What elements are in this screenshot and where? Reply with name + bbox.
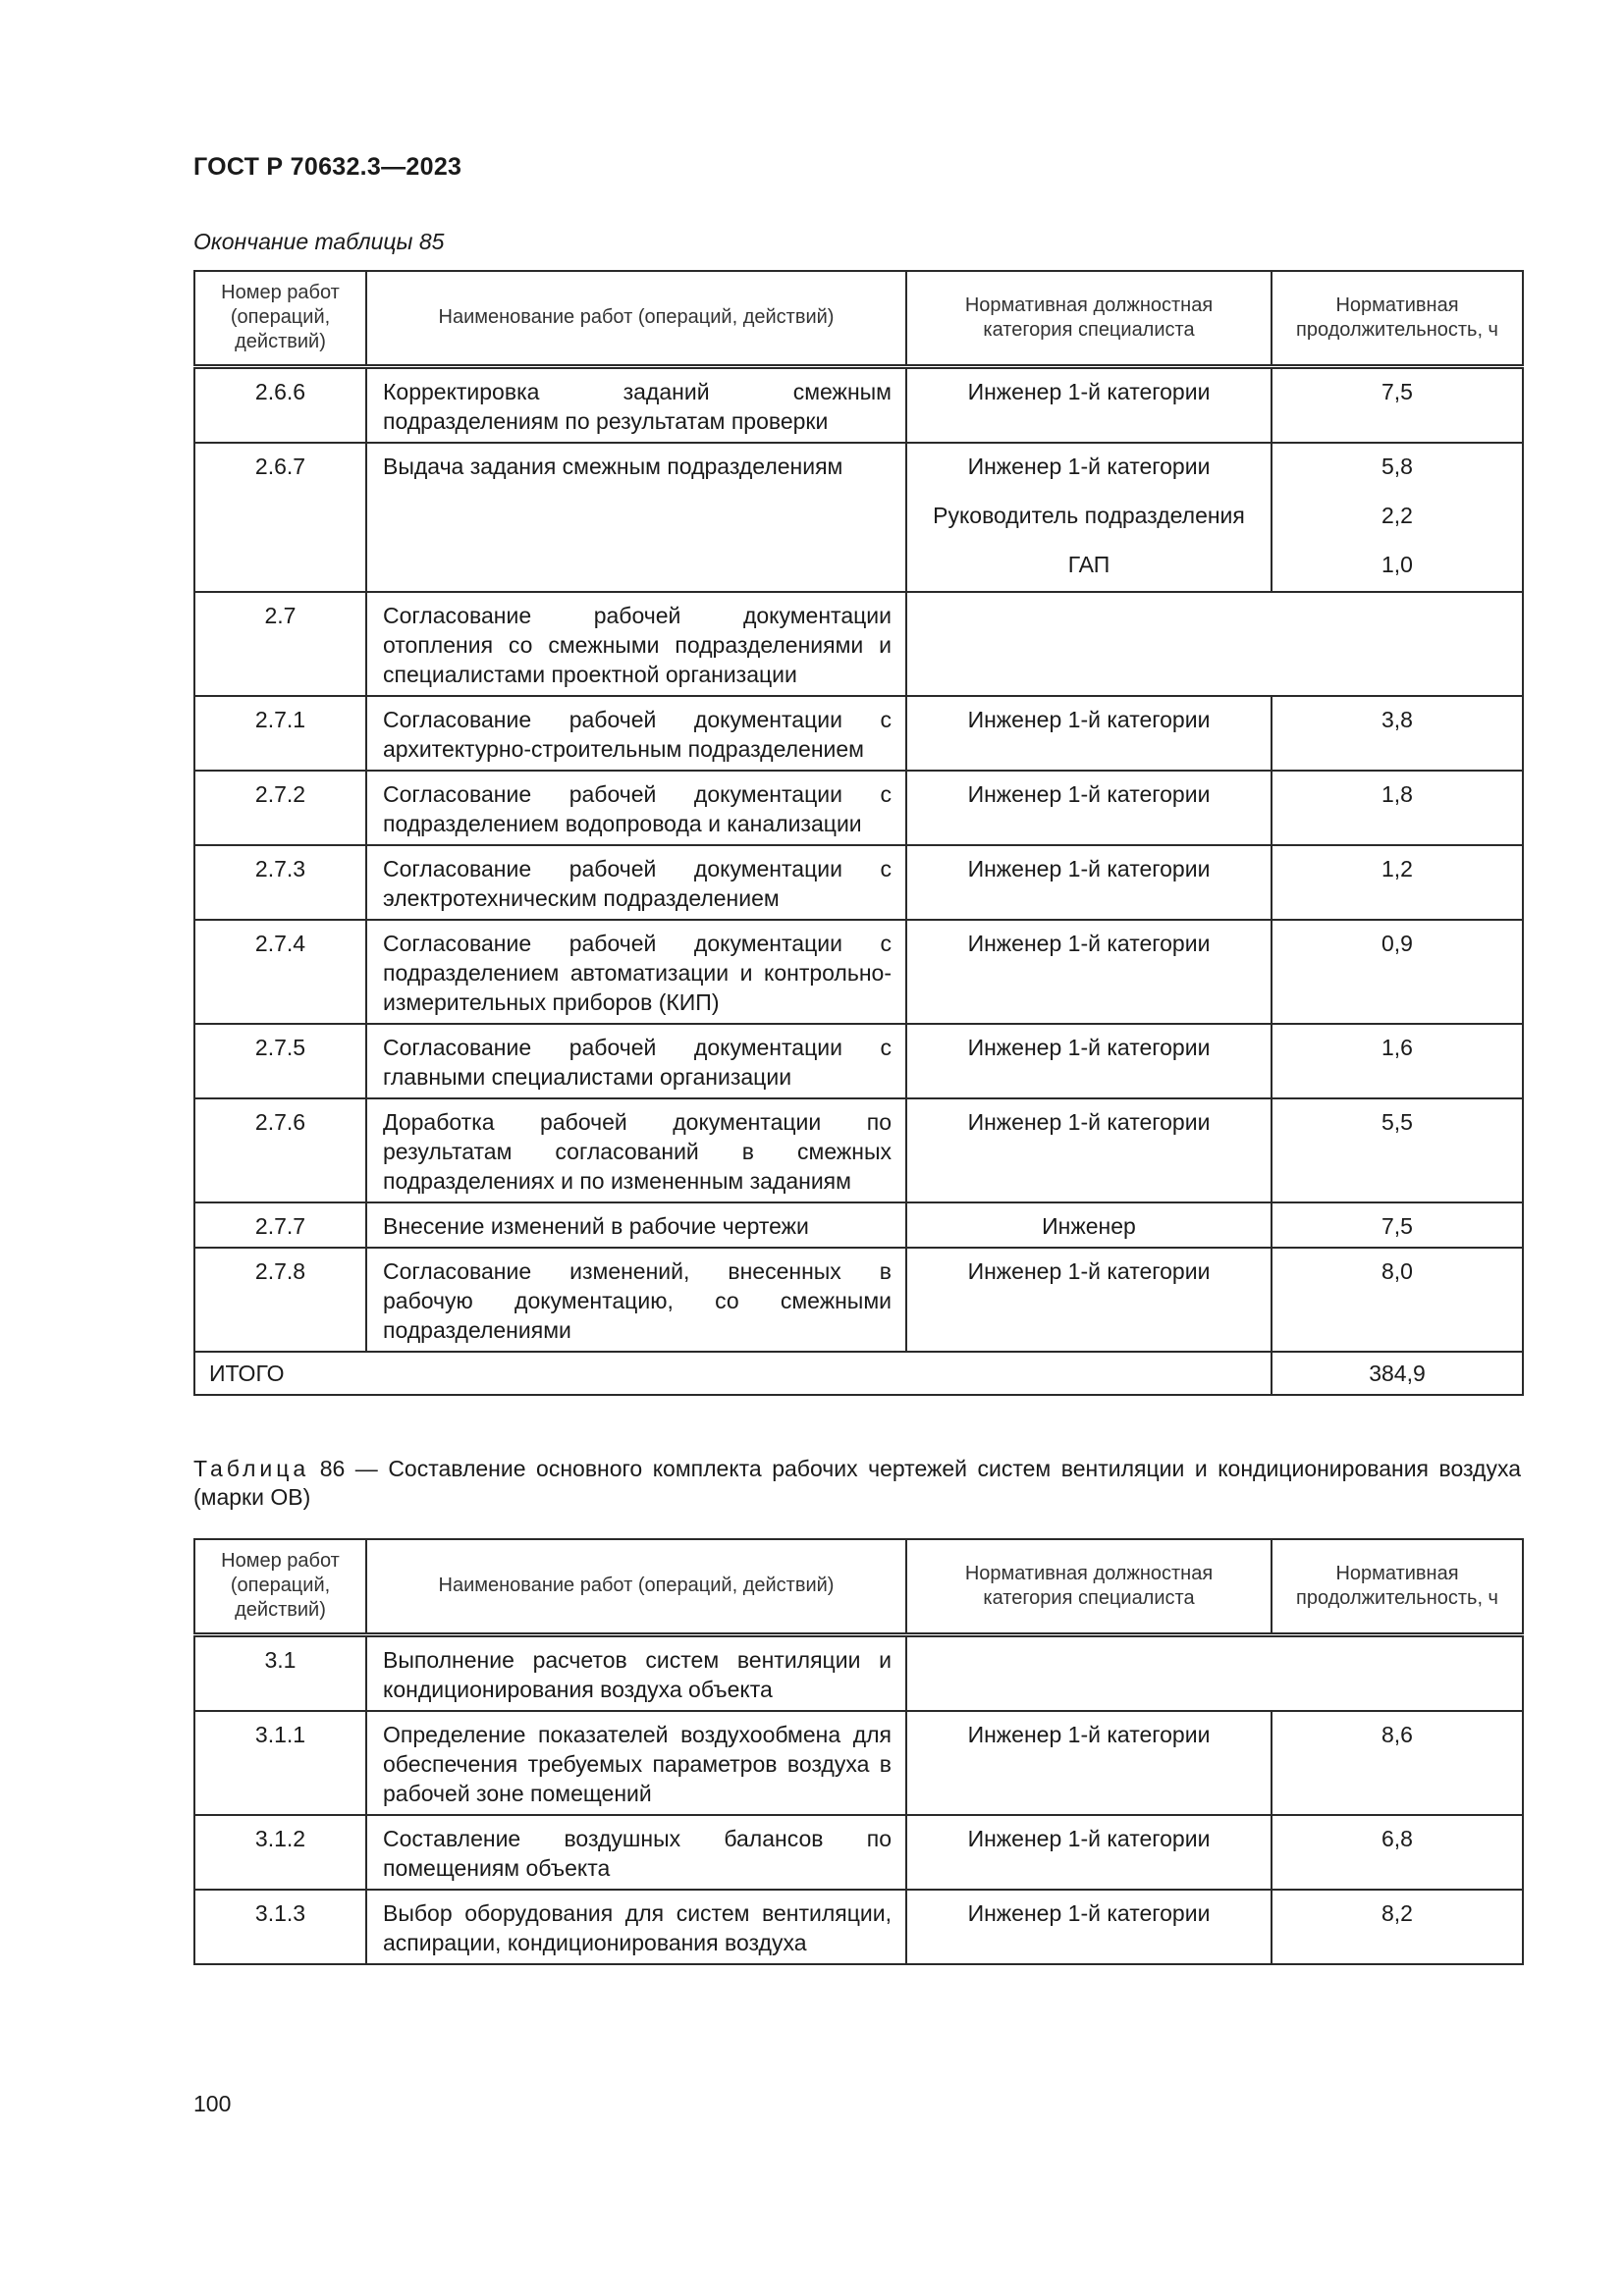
duration-value: 1,2	[1381, 855, 1413, 881]
row-category-cell	[906, 696, 1272, 771]
row-duration-cell	[1272, 1711, 1523, 1815]
row-duration-cell	[1272, 1024, 1523, 1098]
row-number: 2.7.6	[194, 1098, 366, 1202]
row-work-name: Согласование рабочей документации с подразделением водопровода и канализации	[366, 771, 906, 845]
document-code: ГОСТ Р 70632.3—2023	[193, 153, 462, 181]
row-work-name: Внесение изменений в рабочие чертежи	[366, 1202, 906, 1248]
row-category-cell	[906, 1098, 1272, 1202]
row-category-cell	[906, 1890, 1272, 1964]
table-row	[194, 696, 1523, 771]
row-duration-cell	[1272, 771, 1523, 845]
specialist-category: Инженер 1-й категории	[967, 378, 1211, 404]
specialist-category: Инженер 1-й категории	[967, 453, 1211, 479]
row-number: 3.1.3	[194, 1890, 366, 1964]
specialist-category: Инженер 1-й категории	[967, 1899, 1211, 1926]
specialist-category: Руководитель подразделения	[933, 502, 1245, 528]
row-number: 2.7.4	[194, 920, 366, 1024]
row-work-name: Согласование рабочей документации с подразделением автоматизации и контрольно-измерительных приборов (КИП)	[366, 920, 906, 1024]
row-duration-cell	[1272, 1248, 1523, 1352]
duration-value: 2,2	[1381, 502, 1413, 528]
table-row	[194, 1024, 1523, 1098]
table-header-row	[194, 1539, 1523, 1634]
row-empty-cell	[906, 592, 1523, 696]
row-number: 2.7.5	[194, 1024, 366, 1098]
row-duration-cell	[1272, 443, 1523, 592]
row-number: 3.1	[194, 1634, 366, 1711]
row-category-cell	[906, 1711, 1272, 1815]
row-work-name: Выбор оборудования для систем вентиляции, аспирации, кондиционирования воздуха	[366, 1890, 906, 1964]
row-work-name: Составление воздушных балансов по помещениям объекта	[366, 1815, 906, 1890]
row-number: 3.1.2	[194, 1815, 366, 1890]
column-header-name: Наименование работ (операций, действий)	[366, 1539, 906, 1634]
duration-value: 1,6	[1381, 1034, 1413, 1060]
column-header-num: Номер работ (операций, действий)	[194, 271, 366, 366]
table-86-caption-word: Таблица	[193, 1456, 310, 1481]
table-86	[193, 1538, 1524, 1965]
column-header-duration: Нормативная продолжительность, ч	[1272, 1539, 1523, 1634]
specialist-category: Инженер 1-й категории	[967, 930, 1211, 956]
table-row	[194, 845, 1523, 920]
row-number: 2.7.2	[194, 771, 366, 845]
row-work-name: Выдача задания смежным подразделениям	[366, 443, 906, 592]
table-row	[194, 1711, 1523, 1815]
row-work-name: Согласование рабочей документации с главными специалистами организации	[366, 1024, 906, 1098]
table-row	[194, 366, 1523, 443]
duration-value: 8,2	[1381, 1899, 1413, 1926]
specialist-category: Инженер 1-й категории	[967, 855, 1211, 881]
specialist-category: Инженер 1-й категории	[967, 1825, 1211, 1851]
row-number: 2.7	[194, 592, 366, 696]
duration-value: 6,8	[1381, 1825, 1413, 1851]
row-duration-cell	[1272, 696, 1523, 771]
duration-value: 8,0	[1381, 1257, 1413, 1284]
column-header-category: Нормативная должностная категория специалиста	[906, 271, 1272, 366]
specialist-category: Инженер	[1042, 1212, 1136, 1239]
table-row	[194, 1634, 1523, 1711]
column-header-name: Наименование работ (операций, действий)	[366, 271, 906, 366]
total-label: ИТОГО	[194, 1352, 1272, 1395]
specialist-category: Инженер 1-й категории	[967, 780, 1211, 807]
table-row	[194, 1202, 1523, 1248]
row-category-cell	[906, 845, 1272, 920]
row-empty-cell	[906, 1634, 1523, 1711]
specialist-category: Инженер 1-й категории	[967, 1108, 1211, 1135]
column-header-num: Номер работ (операций, действий)	[194, 1539, 366, 1634]
row-work-name: Согласование рабочей документации отопления со смежными подразделениями и специалистами проектной организации	[366, 592, 906, 696]
row-category-cell	[906, 366, 1272, 443]
table-row	[194, 443, 1523, 592]
table-86-caption-text: 86 — Составление основного комплекта рабочих чертежей систем вентиляции и кондиционирования воздуха (марки ОВ)	[193, 1456, 1521, 1510]
row-work-name: Доработка рабочей документации по результатам согласований в смежных подразделениях и по измененным заданиям	[366, 1098, 906, 1202]
duration-value: 5,5	[1381, 1108, 1413, 1135]
row-duration-cell	[1272, 1098, 1523, 1202]
row-number: 2.7.8	[194, 1248, 366, 1352]
total-row	[194, 1352, 1523, 1395]
row-number: 3.1.1	[194, 1711, 366, 1815]
row-category-cell	[906, 771, 1272, 845]
row-work-name: Определение показателей воздухообмена для обеспечения требуемых параметров воздуха в рабочей зоне помещений	[366, 1711, 906, 1815]
table-row	[194, 1098, 1523, 1202]
duration-value: 1,8	[1381, 780, 1413, 807]
table-row	[194, 920, 1523, 1024]
duration-value: 0,9	[1381, 930, 1413, 956]
duration-value: 7,5	[1381, 1212, 1413, 1239]
row-number: 2.7.1	[194, 696, 366, 771]
row-duration-cell	[1272, 1202, 1523, 1248]
table-85-continuation-title: Окончание таблицы 85	[193, 229, 445, 254]
table-header-row	[194, 271, 1523, 366]
row-category-cell	[906, 443, 1272, 592]
table-row	[194, 771, 1523, 845]
row-duration-cell	[1272, 1890, 1523, 1964]
table-row	[194, 1248, 1523, 1352]
row-work-name: Согласование рабочей документации с архитектурно-строительным подразделением	[366, 696, 906, 771]
row-number: 2.7.3	[194, 845, 366, 920]
specialist-category: Инженер 1-й категории	[967, 1257, 1211, 1284]
column-header-duration: Нормативная продолжительность, ч	[1272, 271, 1523, 366]
table-row	[194, 1815, 1523, 1890]
table-85	[193, 270, 1524, 1396]
specialist-category: Инженер 1-й категории	[967, 1721, 1211, 1747]
row-category-cell	[906, 1248, 1272, 1352]
table-row	[194, 592, 1523, 696]
row-category-cell	[906, 920, 1272, 1024]
row-work-name: Согласование рабочей документации с электротехническим подразделением	[366, 845, 906, 920]
row-duration-cell	[1272, 845, 1523, 920]
duration-value: 8,6	[1381, 1721, 1413, 1747]
total-value: 384,9	[1272, 1352, 1523, 1395]
column-header-category: Нормативная должностная категория специалиста	[906, 1539, 1272, 1634]
row-category-cell	[906, 1024, 1272, 1098]
row-number: 2.6.7	[194, 443, 366, 592]
row-category-cell	[906, 1202, 1272, 1248]
row-work-name: Выполнение расчетов систем вентиляции и кондиционирования воздуха объекта	[366, 1634, 906, 1711]
table-row	[194, 1890, 1523, 1964]
row-number: 2.7.7	[194, 1202, 366, 1248]
page-number: 100	[193, 2091, 232, 2116]
duration-value: 5,8	[1381, 453, 1413, 479]
row-work-name: Корректировка заданий смежным подразделениям по результатам проверки	[366, 366, 906, 443]
row-duration-cell	[1272, 920, 1523, 1024]
row-category-cell	[906, 1815, 1272, 1890]
table-86-caption	[193, 1455, 1521, 1512]
row-duration-cell	[1272, 1815, 1523, 1890]
duration-value: 7,5	[1381, 378, 1413, 404]
specialist-category: Инженер 1-й категории	[967, 1034, 1211, 1060]
row-number: 2.6.6	[194, 366, 366, 443]
specialist-category: ГАП	[1067, 551, 1110, 577]
specialist-category: Инженер 1-й категории	[967, 706, 1211, 732]
duration-value: 3,8	[1381, 706, 1413, 732]
row-work-name: Согласование изменений, внесенных в рабочую документацию, со смежными подразделениями	[366, 1248, 906, 1352]
row-duration-cell	[1272, 366, 1523, 443]
duration-value: 1,0	[1381, 551, 1413, 577]
